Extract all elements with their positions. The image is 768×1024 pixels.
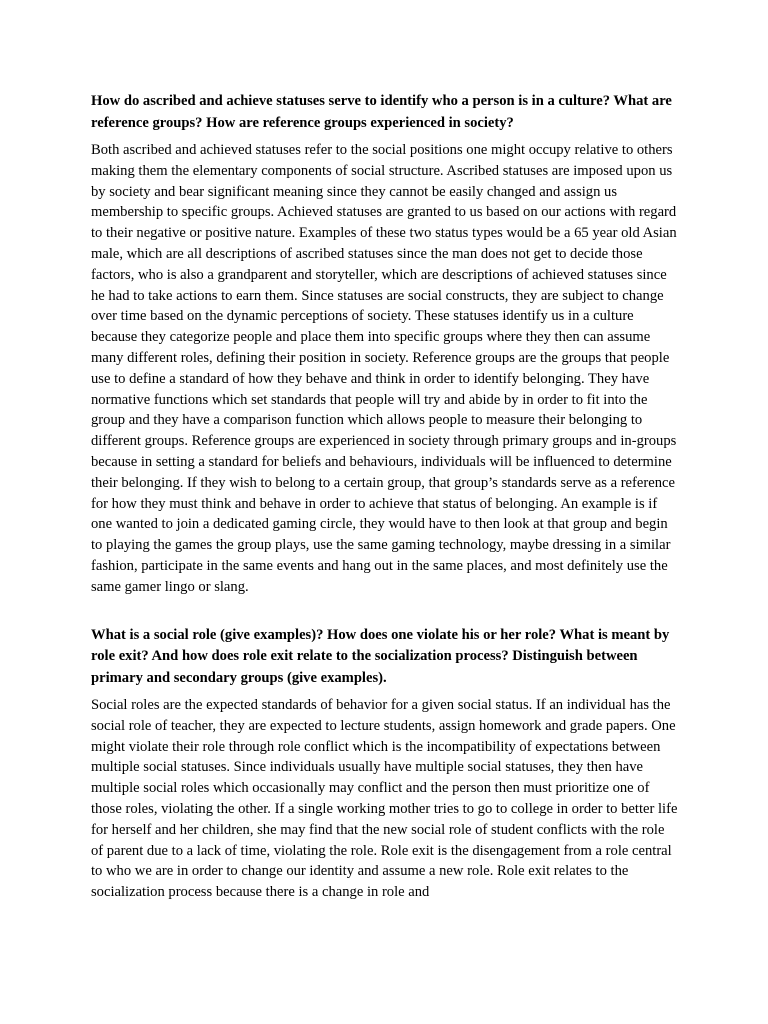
document-body	[91, 91, 679, 903]
answer-paragraph-1: Both ascribed and achieved statuses refer to the social positions one might occupy relative to others making them the elementary components of social structure. Ascribed statuses are imposed upon us by society and bear significant meaning since they cannot be easily changed and assign us membership to specific groups. Achieved statuses are granted to us based on our actions with regard to their negative or positive nature. Examples of these two status types would be a 65 year old Asian male, which are all descriptions of ascribed statuses since the man does not get to decide those factors, who is also a grandparent and storyteller, which are descriptions of achieved statuses since he had to take actions to earn them. Since statuses are social constructs, they are subject to change over time based on the dynamic perceptions of society. These statuses identify us in a culture because they categorize people and place them into specific groups where they then can assume many different roles, defining their position in society. Reference groups are the groups that people use to define a standard of how they behave and think in order to identify belonging. They have normative functions which set standards that people will try and abide by in order to fit into the group and they have a comparison function which allows people to measure their belonging to different groups. Reference groups are experienced in society through primary groups and in-groups because in setting a standard for beliefs and behaviours, individuals will be influenced to determine their belonging. If they wish to belong to a certain group, that group’s standards serve as a reference for how they must think and behave in order to achieve that status of belonging. An example is if one wanted to join a dedicated gaming circle, they would have to then look at that group and begin to playing the games the group plays, use the same gaming technology, maybe dressing in a similar fashion, participate in the same events and hang out in the same places, and most definitely use the same gamer lingo or slang.	[91, 142, 677, 595]
section-spacer	[91, 598, 679, 625]
answer-paragraph-2: Social roles are the expected standards of behavior for a given social status. If an individual has the social role of teacher, they are expected to lecture students, assign homework and grade papers. One might violate their role through role conflict which is the incompatibility of expectations between multiple social statuses. Since individuals usually have multiple social statuses, they then have multiple social roles which occasionally may conflict and the person then must prioritize one of those roles, violating the other. If a single working mother tries to go to college in order to better life for herself and her children, she may find that the new social role of student conflicts with the role of parent due to a lack of time, violating the role. Role exit is the disengagement from a role central to who we are in order to change our identity and assume a new role. Role exit relates to the socialization process because there is a change in role and	[91, 697, 678, 901]
question-heading-1: How do ascribed and achieve statuses serve to identify who a person is in a culture? What are reference groups? How are reference groups experienced in society?	[91, 93, 672, 131]
question-heading-2: What is a social role (give examples)? How does one violate his or her role? What is meant by role exit? And how does role exit relate to the socialization process? Distinguish between primary and secondary groups (give examples).	[91, 626, 670, 686]
